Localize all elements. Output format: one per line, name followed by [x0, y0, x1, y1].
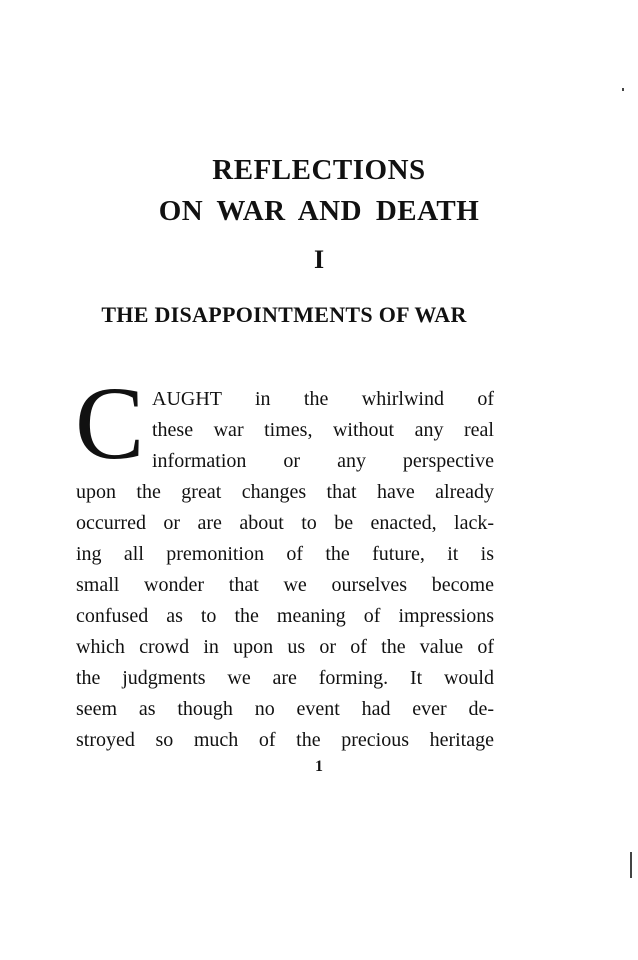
book-title-line-2: ON WAR AND DEATH	[158, 195, 480, 227]
text-line: which crowd in upon us or of the value of	[76, 636, 494, 658]
chapter-number: I	[313, 245, 325, 274]
text-line: small wonder that we ourselves become	[76, 574, 494, 596]
text-line: AUGHT in the whirlwind of	[152, 388, 494, 410]
chapter-title: THE DISAPPOINTMENTS OF WAR	[101, 302, 467, 327]
text-line: upon the great changes that have already	[76, 481, 494, 503]
scan-speck	[622, 88, 624, 91]
text-line: confused as to the meaning of impressions	[76, 605, 494, 627]
text-line: seem as though no event had ever de-	[76, 698, 494, 720]
text-line: the judgments we are forming. It would	[76, 667, 494, 689]
text-line: stroyed so much of the precious heritage	[76, 729, 494, 751]
book-title-line-1: REFLECTIONS	[212, 154, 426, 186]
text-line: ing all premonition of the future, it is	[76, 543, 494, 565]
body-text	[76, 384, 494, 756]
text-line: information or any perspective	[152, 450, 494, 472]
drop-cap: C	[75, 366, 145, 481]
page-number: 1	[315, 758, 323, 775]
text-line: these war times, without any real	[152, 419, 494, 441]
scan-mark	[630, 852, 632, 878]
text-line: occurred or are about to be enacted, lack-	[76, 512, 494, 534]
